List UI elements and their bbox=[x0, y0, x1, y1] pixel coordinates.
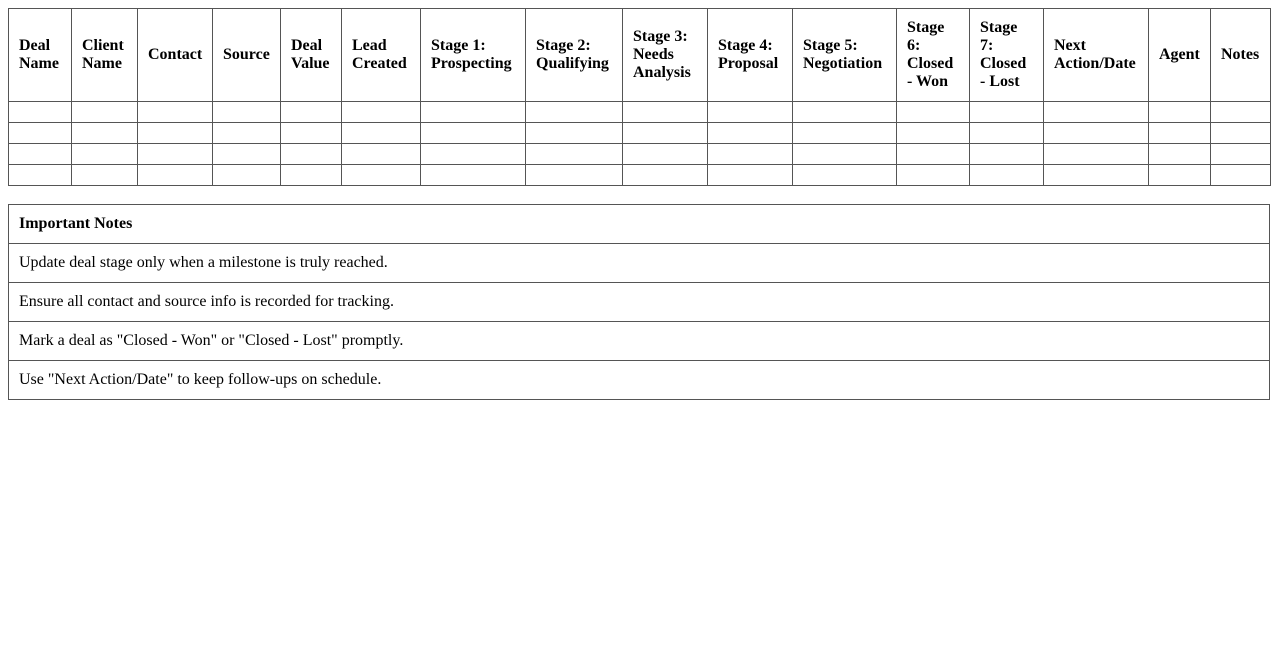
note-item: Use "Next Action/Date" to keep follow-ups on schedule. bbox=[9, 361, 1270, 400]
note-row bbox=[9, 322, 1270, 361]
table-cell[interactable] bbox=[138, 165, 213, 186]
header-deal-value: Deal Value bbox=[281, 9, 342, 102]
table-cell[interactable] bbox=[897, 165, 970, 186]
table-cell[interactable] bbox=[623, 144, 708, 165]
table-cell[interactable] bbox=[421, 123, 526, 144]
note-row bbox=[9, 283, 1270, 322]
table-cell[interactable] bbox=[1149, 102, 1211, 123]
table-cell[interactable] bbox=[897, 144, 970, 165]
deals-table bbox=[8, 8, 1271, 186]
header-agent: Agent bbox=[1149, 9, 1211, 102]
table-cell[interactable] bbox=[1044, 123, 1149, 144]
table-cell[interactable] bbox=[342, 165, 421, 186]
header-stage-2: Stage 2: Qualifying bbox=[526, 9, 623, 102]
header-stage-3: Stage 3: Needs Analysis bbox=[623, 9, 708, 102]
table-cell[interactable] bbox=[342, 123, 421, 144]
table-cell[interactable] bbox=[1044, 165, 1149, 186]
table-cell[interactable] bbox=[138, 123, 213, 144]
table-cell[interactable] bbox=[421, 165, 526, 186]
note-item: Update deal stage only when a milestone is truly reached. bbox=[9, 244, 1270, 283]
header-stage-6: Stage 6: Closed - Won bbox=[897, 9, 970, 102]
notes-header-row bbox=[9, 205, 1270, 244]
table-cell[interactable] bbox=[72, 102, 138, 123]
table-cell[interactable] bbox=[213, 123, 281, 144]
table-cell[interactable] bbox=[708, 165, 793, 186]
table-cell[interactable] bbox=[213, 165, 281, 186]
page-content bbox=[8, 8, 1270, 400]
table-cell[interactable] bbox=[623, 102, 708, 123]
table-cell[interactable] bbox=[421, 102, 526, 123]
table-cell[interactable] bbox=[793, 165, 897, 186]
header-stage-1: Stage 1: Prospecting bbox=[421, 9, 526, 102]
table-row bbox=[9, 123, 1271, 144]
table-cell[interactable] bbox=[72, 165, 138, 186]
table-cell[interactable] bbox=[1044, 144, 1149, 165]
table-cell[interactable] bbox=[526, 123, 623, 144]
header-deal-name: Deal Name bbox=[9, 9, 72, 102]
table-cell[interactable] bbox=[281, 144, 342, 165]
table-cell[interactable] bbox=[793, 144, 897, 165]
header-contact: Contact bbox=[138, 9, 213, 102]
note-item: Mark a deal as "Closed - Won" or "Closed - Lost" promptly. bbox=[9, 322, 1270, 361]
table-cell[interactable] bbox=[708, 123, 793, 144]
header-stage-7: Stage 7: Closed - Lost bbox=[970, 9, 1044, 102]
table-cell[interactable] bbox=[421, 144, 526, 165]
table-cell[interactable] bbox=[1211, 165, 1271, 186]
header-row bbox=[9, 9, 1271, 102]
table-cell[interactable] bbox=[342, 144, 421, 165]
table-cell[interactable] bbox=[897, 123, 970, 144]
table-row bbox=[9, 102, 1271, 123]
table-cell[interactable] bbox=[138, 144, 213, 165]
table-cell[interactable] bbox=[1211, 102, 1271, 123]
table-row bbox=[9, 165, 1271, 186]
table-cell[interactable] bbox=[213, 144, 281, 165]
table-cell[interactable] bbox=[708, 144, 793, 165]
table-cell[interactable] bbox=[526, 102, 623, 123]
table-cell[interactable] bbox=[213, 102, 281, 123]
table-row bbox=[9, 144, 1271, 165]
table-cell[interactable] bbox=[9, 102, 72, 123]
table-cell[interactable] bbox=[138, 102, 213, 123]
table-cell[interactable] bbox=[72, 123, 138, 144]
note-row bbox=[9, 361, 1270, 400]
table-cell[interactable] bbox=[970, 102, 1044, 123]
deals-table-body bbox=[9, 102, 1271, 186]
table-cell[interactable] bbox=[9, 144, 72, 165]
notes-title: Important Notes bbox=[9, 205, 1270, 244]
table-cell[interactable] bbox=[526, 144, 623, 165]
table-cell[interactable] bbox=[970, 123, 1044, 144]
table-cell[interactable] bbox=[1211, 144, 1271, 165]
table-cell[interactable] bbox=[897, 102, 970, 123]
table-cell[interactable] bbox=[970, 144, 1044, 165]
table-cell[interactable] bbox=[623, 123, 708, 144]
table-cell[interactable] bbox=[1211, 123, 1271, 144]
table-cell[interactable] bbox=[793, 102, 897, 123]
table-cell[interactable] bbox=[9, 123, 72, 144]
header-stage-4: Stage 4: Proposal bbox=[708, 9, 793, 102]
header-source: Source bbox=[213, 9, 281, 102]
header-lead-created: Lead Created bbox=[342, 9, 421, 102]
table-cell[interactable] bbox=[526, 165, 623, 186]
table-cell[interactable] bbox=[342, 102, 421, 123]
table-cell[interactable] bbox=[623, 165, 708, 186]
table-cell[interactable] bbox=[793, 123, 897, 144]
table-cell[interactable] bbox=[1149, 144, 1211, 165]
note-item: Ensure all contact and source info is recorded for tracking. bbox=[9, 283, 1270, 322]
table-cell[interactable] bbox=[970, 165, 1044, 186]
table-cell[interactable] bbox=[708, 102, 793, 123]
table-cell[interactable] bbox=[1044, 102, 1149, 123]
header-client-name: Client Name bbox=[72, 9, 138, 102]
header-next-action: Next Action/Date bbox=[1044, 9, 1149, 102]
table-cell[interactable] bbox=[281, 165, 342, 186]
header-notes: Notes bbox=[1211, 9, 1271, 102]
header-stage-5: Stage 5: Negotiation bbox=[793, 9, 897, 102]
table-cell[interactable] bbox=[72, 144, 138, 165]
table-cell[interactable] bbox=[1149, 123, 1211, 144]
table-cell[interactable] bbox=[9, 165, 72, 186]
table-cell[interactable] bbox=[1149, 165, 1211, 186]
table-cell[interactable] bbox=[281, 102, 342, 123]
important-notes-table bbox=[8, 204, 1270, 400]
table-cell[interactable] bbox=[281, 123, 342, 144]
note-row bbox=[9, 244, 1270, 283]
